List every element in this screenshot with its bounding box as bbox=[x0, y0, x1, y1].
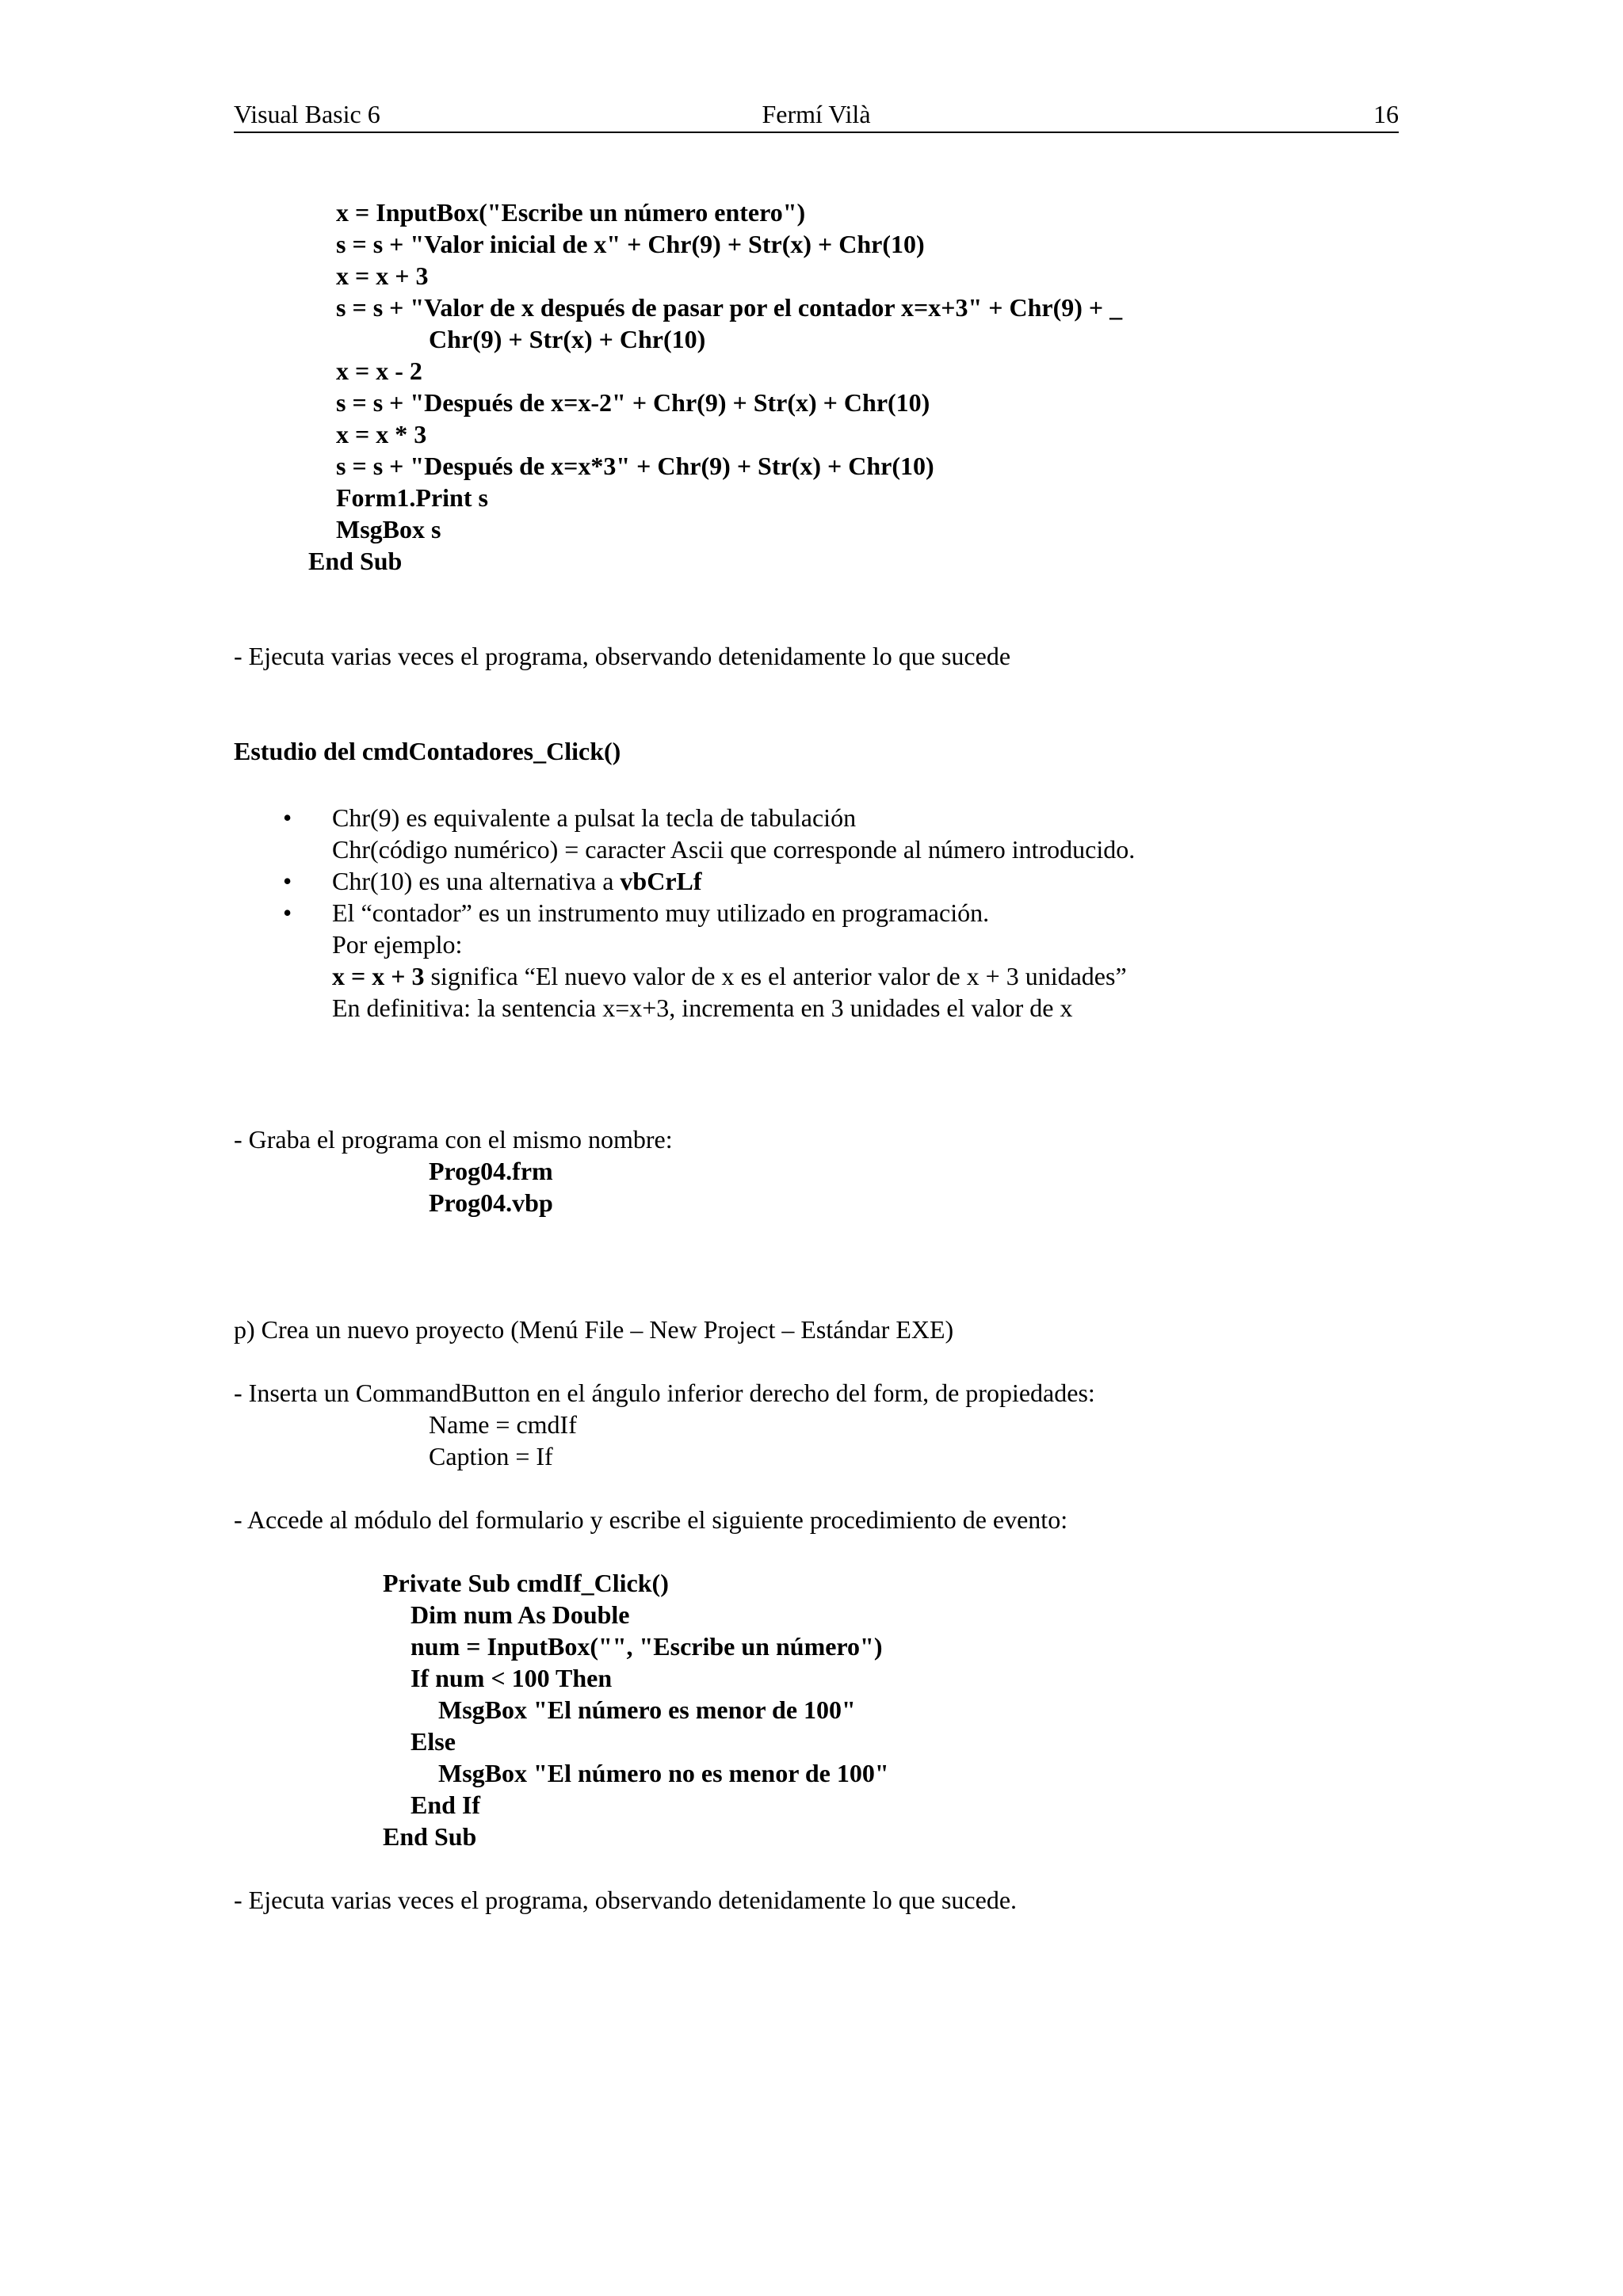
section-heading: Estudio del cmdContadores_Click() bbox=[234, 737, 621, 765]
save-instructions bbox=[234, 1123, 673, 1219]
file-name: Prog04.frm bbox=[429, 1157, 553, 1185]
bullet-icon: • bbox=[283, 867, 292, 895]
code-line: s = s + "Después de x=x*3" + Chr(9) + Str(x) + Chr(10) bbox=[336, 452, 934, 480]
code-line: End Sub bbox=[308, 547, 403, 575]
code-line: End Sub bbox=[383, 1822, 477, 1851]
code-line: Dim num As Double bbox=[411, 1600, 630, 1629]
page-number: 16 bbox=[1373, 100, 1399, 128]
code-line: x = InputBox("Escribe un número entero") bbox=[336, 198, 806, 227]
code-line: num = InputBox("", "Escribe un número") bbox=[411, 1632, 883, 1661]
access-module-step: - Accede al módulo del formulario y escribe el siguiente procedimiento de evento: bbox=[234, 1505, 1068, 1534]
bullet-icon: • bbox=[283, 898, 292, 927]
code-line: End If bbox=[411, 1791, 481, 1819]
code-line: MsgBox "El número es menor de 100" bbox=[438, 1695, 856, 1724]
code-block-contadores bbox=[0, 196, 1623, 577]
list-item: • Chr(10) es una alternativa a vbCrLf bbox=[283, 867, 702, 895]
code-line: MsgBox s bbox=[336, 515, 441, 543]
bullet-icon: • bbox=[283, 803, 292, 832]
code-line: x = x - 2 bbox=[336, 357, 422, 385]
new-project-step: p) Crea un nuevo proyecto (Menú File – New Project – Estándar EXE) bbox=[234, 1315, 954, 1344]
header-author: Fermí Vilà bbox=[762, 100, 871, 128]
code-line: MsgBox "El número no es menor de 100" bbox=[438, 1759, 889, 1787]
save-text: - Graba el programa con el mismo nombre: bbox=[234, 1125, 673, 1154]
code-line: Form1.Print s bbox=[336, 483, 488, 512]
list-item-continuation: Chr(código numérico) = caracter Ascii que corresponde al número introducido. bbox=[332, 835, 1136, 864]
code-line: s = s + "Después de x=x-2" + Chr(9) + Str(x) + Chr(10) bbox=[336, 388, 930, 417]
list-item: • El “contador” es un instrumento muy utilizado en programación. bbox=[283, 898, 990, 927]
study-bullet-list bbox=[234, 802, 1399, 1024]
header-title: Visual Basic 6 bbox=[234, 100, 380, 128]
list-item-continuation: Por ejemplo: bbox=[332, 930, 463, 959]
property-line: Caption = If bbox=[429, 1442, 553, 1470]
list-item: • Chr(9) es equivalente a pulsat la tecla de tabulación bbox=[283, 803, 857, 832]
code-line: Chr(9) + Str(x) + Chr(10) bbox=[429, 325, 706, 353]
code-block-cmdif bbox=[0, 1567, 1623, 1852]
page-header bbox=[234, 98, 1399, 133]
instruction-run: - Ejecuta varias veces el programa, observando detenidamente lo que sucede bbox=[234, 642, 1011, 670]
insert-text: - Inserta un CommandButton en el ángulo inferior derecho del form, de propiedades: bbox=[234, 1379, 1095, 1407]
insert-instructions bbox=[234, 1377, 1095, 1472]
code-line: s = s + "Valor de x después de pasar por el contador x=x+3" + Chr(9) + _ bbox=[336, 293, 1123, 322]
list-item-continuation: En definitiva: la sentencia x=x+3, incrementa en 3 unidades el valor de x bbox=[332, 994, 1073, 1022]
list-item-continuation: x = x + 3 significa “El nuevo valor de x es el anterior valor de x + 3 unidades” bbox=[332, 962, 1127, 990]
code-line: If num < 100 Then bbox=[411, 1664, 613, 1692]
property-line: Name = cmdIf bbox=[429, 1410, 577, 1439]
code-line: x = x + 3 bbox=[336, 261, 429, 290]
instruction-run: - Ejecuta varias veces el programa, observando detenidamente lo que sucede. bbox=[234, 1886, 1018, 1914]
code-line: x = x * 3 bbox=[336, 420, 427, 448]
code-line: s = s + "Valor inicial de x" + Chr(9) + Str(x) + Chr(10) bbox=[336, 230, 925, 258]
code-line: Else bbox=[411, 1727, 456, 1756]
file-name: Prog04.vbp bbox=[429, 1188, 553, 1217]
code-line: Private Sub cmdIf_Click() bbox=[383, 1569, 669, 1597]
